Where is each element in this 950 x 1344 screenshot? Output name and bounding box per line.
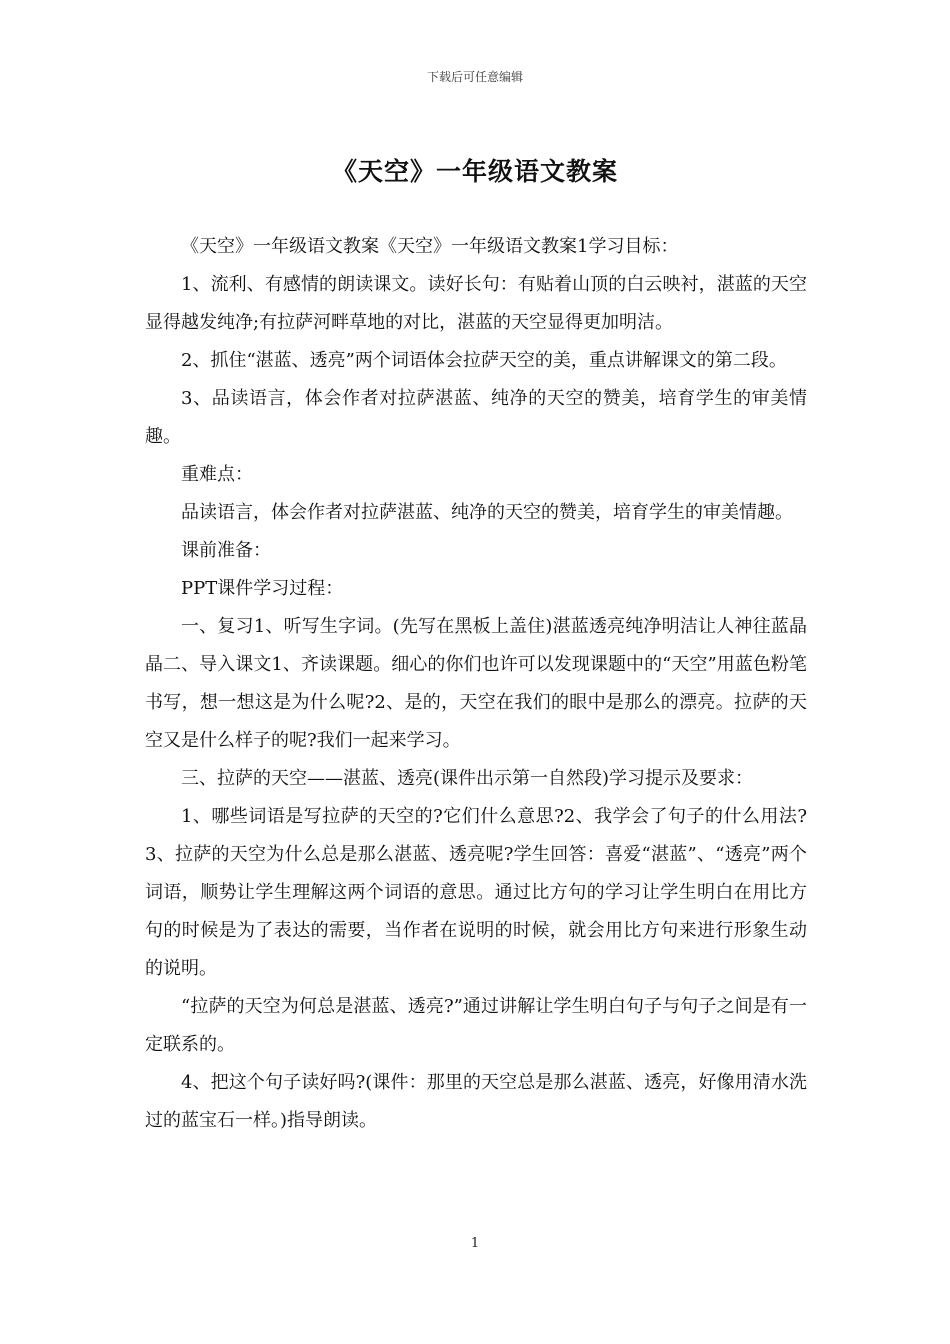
paragraph: 重难点： (181, 464, 253, 485)
paragraph: 4、把这个句子读好吗?(课件：那里的天空总是那么湛蓝、透亮，好像用清水洗过的蓝宝石一样。)指导朗读。 (145, 1072, 807, 1131)
paragraph: 1、流利、有感情的朗读课文。读好长句：有贴着山顶的白云映衬，湛蓝的天空显得越发纯净;有拉萨河畔草地的对比，湛蓝的天空显得更加明洁。 (145, 274, 807, 333)
paragraph: PPT课件学习过程： (181, 578, 344, 599)
paragraph: 2、抓住“湛蓝、透亮”两个词语体会拉萨天空的美，重点讲解课文的第二段。 (181, 350, 787, 371)
page-number: 1 (470, 1236, 480, 1251)
paragraph: 三、拉萨的天空——湛蓝、透亮(课件出示第一自然段)学习提示及要求： (181, 768, 754, 789)
paragraph: 课前准备： (181, 540, 271, 561)
document-title: 《天空》一年级语文教案 (331, 157, 618, 186)
paragraph: 《天空》一年级语文教案《天空》一年级语文教案1学习目标： (181, 236, 679, 257)
paragraph: 3、品读语言，体会作者对拉萨湛蓝、纯净的天空的赞美，培育学生的审美情趣。 (145, 388, 807, 447)
paragraph: 一、复习1、听写生字词。(先写在黑板上盖住)湛蓝透亮纯净明洁让人神往蓝晶晶二、导入课文1、齐读课题。细心的你们也许可以发现课题中的“天空”用蓝色粉笔书写，想一想这是为什么呢?2、是的，天空在我们的眼中是那么的漂亮。拉萨的天空又是什么样子的呢?我们一起来学习。 (145, 616, 807, 751)
paragraph: 1、哪些词语是写拉萨的天空的?它们什么意思?2、我学会了句子的什么用法?3、拉萨的天空为什么总是那么湛蓝、透亮呢?学生回答：喜爱“湛蓝”、“透亮”两个词语，顺势让学生理解这两个词语的意思。通过比方句的学习让学生明白在用比方句的时候是为了表达的需要，当作者在说明的时候，就会用比方句来进行形象生动的说明。 (145, 806, 807, 979)
paragraph: “拉萨的天空为何总是湛蓝、透亮?”通过讲解让学生明白句子与句子之间是有一定联系的。 (145, 996, 807, 1055)
header-note: 下载后可任意编辑 (426, 70, 523, 84)
paragraph: 品读语言，体会作者对拉萨湛蓝、纯净的天空的赞美，培育学生的审美情趣。 (181, 502, 793, 523)
document-body (145, 228, 807, 1140)
